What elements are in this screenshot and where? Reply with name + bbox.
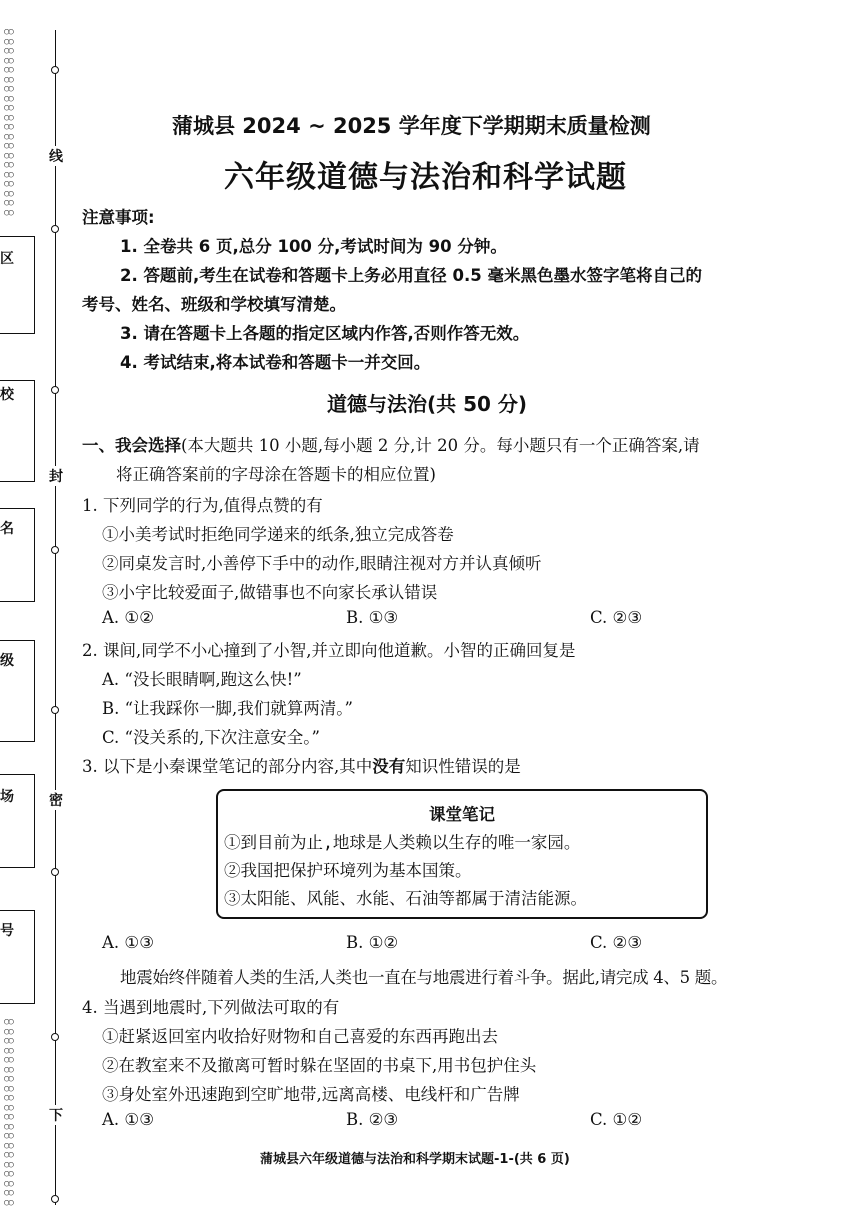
class-note-line: ③太阳能、风能、水能、石油等都属于清洁能源。 (224, 889, 587, 908)
page-footer: 蒲城县六年级道德与法治和科学期末试题-1-(共 6 页) (260, 1152, 570, 1167)
note-item: 4. 考试结束,将本试卷和答题卡一并交回。 (120, 353, 431, 372)
perforation-dots-top: ○○ ○○ ○○ ○○ ○○ ○○ ○○ ○○ ○○ ○○ ○○ ○○ ○○ ○○ ○○ ○○ ○○ ○○ ○○ ○○ (4, 27, 13, 218)
q2-option-c[interactable]: C. “没关系的,下次注意安全。” (102, 728, 320, 747)
q1-stem: 1. 下列同学的行为,值得点赞的有 (82, 496, 323, 515)
cut-line-dot (51, 1033, 59, 1041)
cut-line-dot (51, 1195, 59, 1203)
q3-option-b[interactable]: B. ①② (346, 933, 399, 952)
note-item: 1. 全卷共 6 页,总分 100 分,考试时间为 90 分钟。 (120, 237, 507, 256)
field-exam-number-label: 号 (0, 923, 14, 939)
cut-line-dot (51, 706, 59, 714)
cut-line-dot (51, 546, 59, 554)
part1-heading-line (82, 432, 700, 456)
field-class-label: 级 (0, 653, 14, 669)
binding-margin (0, 0, 70, 1215)
q4-stem: 4. 当遇到地震时,下列做法可取的有 (82, 998, 340, 1017)
q4-option-c[interactable]: C. ①② (590, 1110, 643, 1129)
note-item: 考号、姓名、班级和学校填写清楚。 (82, 295, 346, 314)
note-item: 3. 请在答题卡上各题的指定区域内作答,否则作答无效。 (120, 324, 530, 343)
cut-line-dot (51, 225, 59, 233)
cut-label-line: 线 (46, 146, 66, 166)
q3-stem-emphasis: 没有 (372, 757, 406, 776)
field-name-label: 名 (0, 521, 14, 537)
q2-option-b[interactable]: B. “让我踩你一脚,我们就算两清。” (102, 699, 353, 718)
cut-line-dot (51, 66, 59, 74)
cut-line-dot (51, 868, 59, 876)
section-title: 道德与法治(共 50 分) (327, 392, 528, 416)
cut-line-dot (51, 386, 59, 394)
q3-stem-post: 知识性错误的是 (405, 757, 521, 776)
q4-statement: ②在教室来不及撤离可暂时躲在坚固的书桌下,用书包护住头 (102, 1056, 537, 1075)
q3-stem (82, 753, 521, 777)
part1-heading: 一、我会选择 (82, 436, 181, 455)
note-item: 2. 答题前,考生在试卷和答题卡上务必用直径 0.5 毫米黑色墨水签字笔将自己的 (120, 266, 702, 285)
cut-label-secret: 密 (46, 790, 66, 810)
q3-stem-pre: 3. 以下是小秦课堂笔记的部分内容,其中 (82, 757, 373, 776)
cut-line (55, 30, 56, 1205)
class-notes-box (216, 789, 708, 919)
q4-statement: ③身处室外迅速跑到空旷地带,远离高楼、电线杆和广告牌 (102, 1085, 520, 1104)
q4-5-intro: 地震始终伴随着人类的生活,人类也一直在与地震进行着斗争。据此,请完成 4、5 题。 (120, 968, 728, 987)
q1-option-b[interactable]: B. ①③ (346, 608, 399, 627)
cut-label-down: 下 (46, 1105, 66, 1125)
q1-option-a[interactable]: A. ①② (102, 608, 154, 627)
part1-desc-cont: 将正确答案前的字母涂在答题卡的相应位置) (116, 465, 436, 484)
q3-option-a[interactable]: A. ①③ (102, 933, 154, 952)
part1-desc: (本大题共 10 小题,每小题 2 分,计 20 分。每小题只有一个正确答案,请 (181, 436, 700, 455)
q3-option-c[interactable]: C. ②③ (590, 933, 643, 952)
cut-label-seal: 封 (46, 466, 66, 486)
q1-option-c[interactable]: C. ②③ (590, 608, 643, 627)
notes-heading: 注意事项: (82, 208, 155, 227)
q2-stem: 2. 课间,同学不小心撞到了小智,并立即向他道歉。小智的正确回复是 (82, 641, 576, 660)
class-note-line: ②我国把保护环境列为基本国策。 (224, 861, 472, 880)
q4-statement: ①赶紧返回室内收拾好财物和自己喜爱的东西再跑出去 (102, 1027, 498, 1046)
q4-option-a[interactable]: A. ①③ (102, 1110, 154, 1129)
q1-statement: ②同桌发言时,小善停下手中的动作,眼睛注视对方并认真倾听 (102, 554, 542, 573)
field-exam-room-label: 场 (0, 789, 14, 805)
q1-statement: ①小美考试时拒绝同学递来的纸条,独立完成答卷 (102, 525, 454, 544)
class-notes-title: 课堂笔记 (429, 805, 495, 824)
perforation-dots-bottom: ○○ ○○ ○○ ○○ ○○ ○○ ○○ ○○ ○○ ○○ ○○ ○○ ○○ ○○ ○○ ○○ ○○ ○○ ○○ ○○ (4, 1017, 13, 1208)
exam-subtitle: 蒲城县 2024 ~ 2025 学年度下学期期末质量检测 (172, 114, 651, 138)
exam-title: 六年级道德与法治和科学试题 (224, 160, 627, 195)
field-school-label: 校 (0, 387, 14, 403)
q1-statement: ③小宇比较爱面子,做错事也不向家长承认错误 (102, 583, 438, 602)
field-county-label: 区 (0, 251, 14, 267)
class-note-line: ①到目前为止,地球是人类赖以生存的唯一家园。 (224, 833, 581, 852)
q2-option-a[interactable]: A. “没长眼睛啊,跑这么快!” (102, 670, 302, 689)
q4-option-b[interactable]: B. ②③ (346, 1110, 399, 1129)
